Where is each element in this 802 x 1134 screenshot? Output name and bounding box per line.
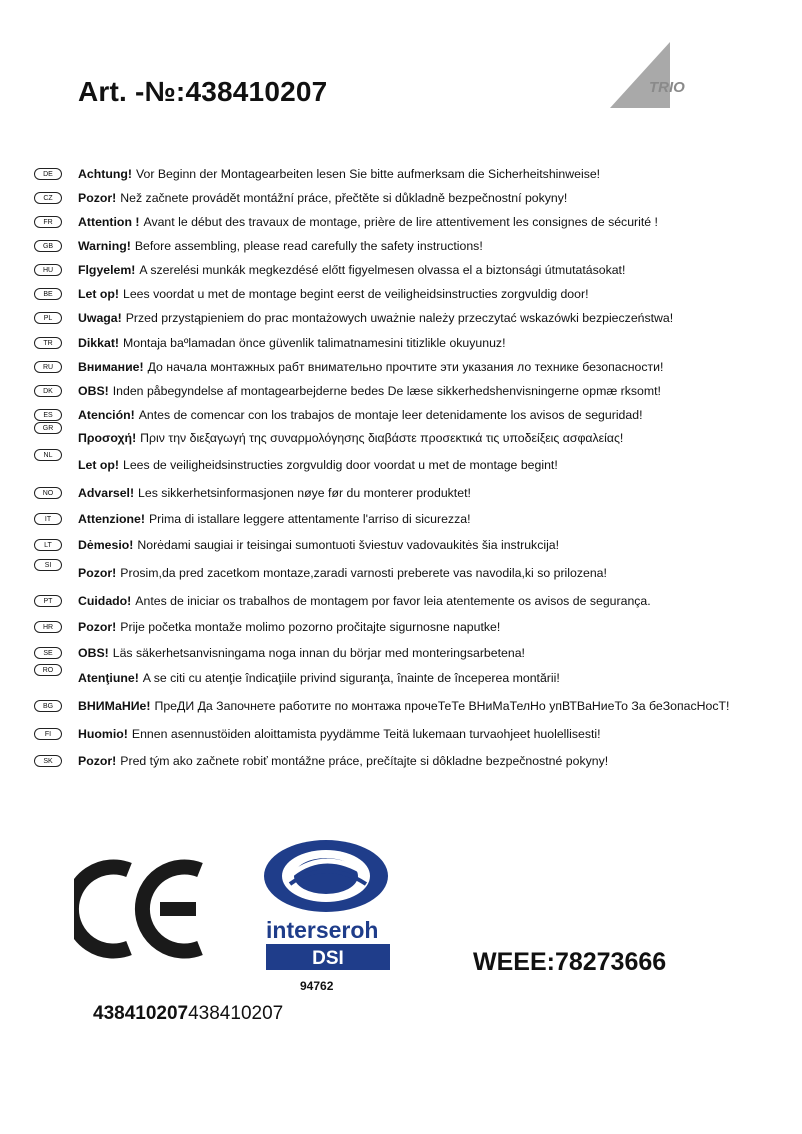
warning-row-hu [34,260,625,280]
warning-row-ro [34,668,560,688]
warning-text: Antes de comencar con los trabajos de montaje leer detenidamente los avisos de seguridad! [138,408,643,422]
warning-text: Než začnete provádět montážní práce, přečtěte si důkladně bezpečnostní pokyny! [120,191,568,205]
warning-text: Prima di istallare leggere attentamente l'arriso di sicurezza! [148,512,471,526]
warning-text: Lees de veiligheidsinstructies zorgvuldig door voordat u met de montage begint! [122,458,558,472]
warning-row-dk [34,381,661,401]
language-code-badge: DK [34,385,62,397]
language-code-badge: SE [34,647,62,659]
article-number-footer [93,1003,283,1025]
language-code-badge: NO [34,487,62,499]
weee-registration: WEEE:78273666 [473,948,667,976]
warning-text: Norėdami saugiai ir teisingai sumontuoti šviestuv vadovaukitės šia instrukcija! [137,538,560,552]
warning-lead: Pozor! [78,566,117,580]
language-code-badge: CZ [34,192,62,204]
warning-text: Les sikkerhetsinformasjonen nøye før du monterer produktet! [138,486,471,500]
warning-lead: Pozor! [78,754,117,768]
warning-text: Inden påbegyndelse af montagearbejderne bedes De læse sikkerhedshenvisningerne opmæ rksomt! [112,384,661,398]
warning-lead: Advarsel! [78,486,135,500]
warning-lead: Pozor! [78,191,117,205]
language-code-badge: BE [34,288,62,300]
warning-text: A se citi cu atenţie îndicaţiile privind siguranţa, înainte de începerea montării! [142,671,560,685]
warning-text: Antes de iniciar os trabalhos de montagem por favor leia atentemente os avisos de segurança. [135,594,651,608]
warning-text: Avant le début des travaux de montage, prière de lire attentivement les consignes de sécurité ! [143,215,658,229]
trio-logo [608,40,698,110]
warning-lead: ВНИМаНИе! [78,699,151,713]
warning-lead: Cuidado! [78,594,132,608]
warning-lead: Attention ! [78,215,140,229]
warning-lead: Let op! [78,458,119,472]
warning-text: Πριν την διεξαγωγή της συναρμολόγησης διαβάστε προσεκτικά τις υποδείξεις ασφαλείας! [140,431,624,445]
warning-row-hr [34,617,500,637]
warning-row-no [34,483,471,503]
warning-lead: Warning! [78,239,131,253]
warning-text: Prosim,da pred zacetkom montaze,zaradi varnosti preberete vas navodila,ki so prilozena! [120,566,607,580]
warning-text: Ennen asennustöiden aloittamista pyydämme Teitä lukemaan turvaohjeet huolellisesti! [131,727,601,741]
article-number-regular: 438410207 [188,1003,284,1024]
language-code-badge: RU [34,361,62,373]
language-code-badge: DE [34,168,62,180]
warning-lead: Attenzione! [78,512,145,526]
warning-row-it [34,509,470,529]
warning-row-se [34,643,525,663]
warning-text: A szerelési munkák megkezdésé előtt figyelmesen olvassa el a biztonsági útmutatásokat! [139,263,626,277]
warning-row-de [34,164,600,184]
language-code-badge: SI [34,559,62,571]
warning-row-fr [34,212,658,232]
warning-text: Before assembling, please read carefully the safety instructions! [134,239,483,253]
warning-lead: Pozor! [78,620,117,634]
warning-row-gb [34,236,483,256]
brand-name: TRIO [649,79,685,96]
language-code-badge: NL [34,449,62,461]
warning-text: Läs säkerhetsanvisningama noga innan du börjar med monteringsarbetena! [112,646,525,660]
warning-row-cz [34,188,567,208]
language-code-badge: ES [34,409,62,421]
warning-row-pl [34,308,673,328]
language-code-badge: PT [34,595,62,607]
warning-lead: Flgyelem! [78,263,136,277]
language-code-badge: GR [34,422,62,434]
warning-text: Lees voordat u met de montage begint eerst de veiligheidsinstructies zorgvuldig door! [122,287,589,301]
warning-row-gr [34,425,624,448]
warning-row-tr [34,333,506,353]
warning-row-es [34,405,643,425]
article-number-bold: 438410207 [93,1003,189,1024]
warning-text: Prije početka montaže molimo pozorno pročitajte sigurnosne naputke! [120,620,501,634]
warning-lead: Dikkat! [78,336,120,350]
warning-lead: Huomio! [78,727,128,741]
warning-lead: Προσοχή! [78,431,137,445]
warning-text: До начала монтажных рабт внимательно прочтите эти указания ло технике безопасности! [147,360,664,374]
dsi-number: 94762 [300,979,334,993]
warning-lead: OBS! [78,646,109,660]
warning-text: Pred tým ako začnete robiť montážne práce, prečítajte si dôkladne bezpečnostné pokyny! [120,754,609,768]
warning-row-lt [34,535,559,555]
language-code-badge: BG [34,700,62,712]
warning-lead: OBS! [78,384,109,398]
warning-row-ru [34,357,663,377]
language-code-badge: LT [34,539,62,551]
warning-lead: Atenţiune! [78,671,139,685]
warning-text: ПреДИ Да Започнете работите по монтажа прочеТеТе ВНиМаТелНо упВТВаНиеТо За беЗопасНосТ! [154,699,730,713]
warning-row-si [34,563,607,583]
article-title: Art. -№:438410207 [78,76,328,107]
warning-row-nl [34,452,558,475]
warning-row-bg [34,696,729,716]
language-code-badge: FR [34,216,62,228]
language-code-badge: RO [34,664,62,676]
ce-mark [74,858,206,960]
language-code-badge: HR [34,621,62,633]
warning-lead: Achtung! [78,167,132,181]
warning-lead: Atención! [78,408,135,422]
warning-row-be [34,284,589,304]
interseroh-dsi-logo [262,838,396,974]
language-code-badge: TR [34,337,62,349]
warning-lead: Внимание! [78,360,144,374]
warning-lead: Uwaga! [78,311,122,325]
warning-row-sk [34,751,608,771]
language-code-badge: HU [34,264,62,276]
dsi-label: DSI [312,948,344,969]
warning-text: Vor Beginn der Montagearbeiten lesen Sie bitte aufmerksam die Sicherheitshinweise! [135,167,601,181]
language-code-badge: IT [34,513,62,525]
warning-text: Montaja baºlamadan önce güvenlik talimatnamesini titizlikle okuyunuz! [123,336,506,350]
language-code-badge: GB [34,240,62,252]
warning-lead: Let op! [78,287,119,301]
warning-text: Przed przystąpieniem do prac montażowych uważnie należy przeczytać wskazówki bezpieczeństwa! [125,311,674,325]
language-code-badge: SK [34,755,62,767]
interseroh-wordmark: interseroh [266,917,379,943]
warning-lead: Dėmesio! [78,538,134,552]
warning-row-pt [34,591,651,611]
language-code-badge: FI [34,728,62,740]
warning-row-fi [34,724,601,744]
language-code-badge: PL [34,312,62,324]
